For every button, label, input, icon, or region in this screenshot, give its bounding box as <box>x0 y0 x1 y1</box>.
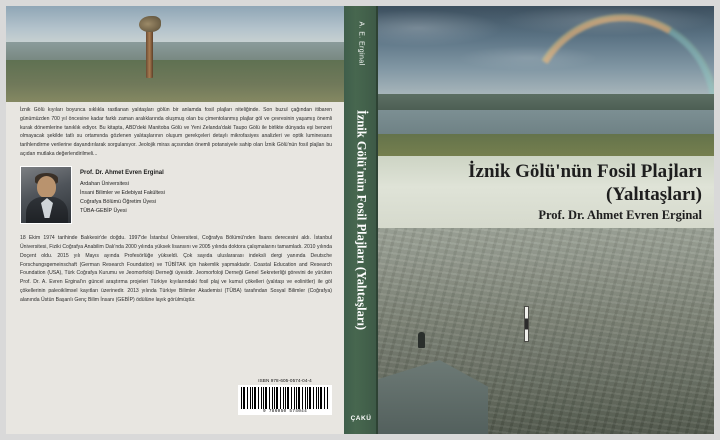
front-cover-title <box>392 160 702 206</box>
back-photo-bird <box>139 16 161 32</box>
author-affiliation-line-4: TÜBA-GEBİP Üyesi <box>80 208 127 215</box>
front-cover-author: Prof. Dr. Ahmet Evren Erginal <box>538 208 702 222</box>
author-biography: 18 Ekim 1974 tarihinde Balıkesir'de doğdu. 1997'de İstanbul Üniversitesi, Coğrafya Bölümü'nden lisans derecesini aldı. İstanbul Üniversitesi, Fiziki Coğrafya Anabilim Dalı'nda 2000 yılında yüksek lisansını ve 2005 yılında doktora çalışmalarını tamamladı. 2010 yılında Doçent oldu. 2015 yılı Mayıs ayında Profesörlüğe yükseldi. Çok sayıda uluslararası indeksli dergi yanında Deutsche Forschungsgemeinschaft (German Research Foundation) ve TÜBİTAK için hakemlik yapmaktadır. Coastal Education and Research Foundation (USA), Türk Coğrafya Kurumu ve Jeomorfoloji Derneği üyesidir. Jeomorfoloji Derneği Genel Sekreterliği görevini de yürüten Prof. Dr. A. Evren Erginal'ın güncel araştırma projeleri Türkiye kıyılarındaki fosil plaj ve kumul çökelleri (yalıtaşı ve eolinitler) ile göl çökellerinin paleoiklimsel kayıtları üzerinedir. 2013 yılında Türkiye Bilimler Akademisi (TÜBA) tarafından Sosyal Bilimler (Coğrafya) alanında Üstün Başarılı Genç Bilim İnsanı (GEBİP) ödülüne layık görülmüştür. <box>20 235 332 304</box>
author-card <box>20 166 332 226</box>
spine-title: İznik Gölü'nün Fosil Plajları (Yalıtaşları) <box>354 109 369 331</box>
back-photo-wooden-post <box>146 24 153 78</box>
author-affiliation-line-2: İnsani Bilimler ve Edebiyat Fakültesi <box>80 189 165 196</box>
author-affiliation-line-1: Ardahan Üniversitesi <box>80 180 129 187</box>
barcode <box>238 385 332 415</box>
book-spine <box>344 6 378 434</box>
isbn-block <box>238 378 332 415</box>
spine-author: A. E. Erginal <box>357 21 365 66</box>
back-cover-panel <box>6 6 344 434</box>
front-photo-person <box>418 332 425 348</box>
back-cover-blurb: İznik Gölü kıyıları boyunca sıklıkla rastlanan yalıtaşları gölün bir anlamda fosil plajları niteliğinde. Son buzul çağından itibaren günümüzden 700 yıl öncesine kadar farklı zaman aralıklarında oluşmuş olan bu çimentolanmış plajlar göl ve çevresinin yaşamış önemli kurak dönemlerine tanıklık ediyor. Bu kitapta, ABD'deki Manitoba Gölü ve Yeni Zelanda'daki Taupo Gölü ile birlikte dünyada eşi benzeri olmayacak şekilde tatlı su ortamında gözlenen yalıtaşlarının oluşum gerekçeleri detaylı mikrofasiyes analizleri ve optik luminesans tarihlendirme verilerine dayandırılarak sorgulanıyor. Jeolojik miras açısından önemli potansiyele sahip olan İznik Gölü'nün fosil plajları bu açıdan mutlaka değerlendirilmeli... <box>20 107 332 157</box>
spine-publisher-mark: ÇAKÜ <box>350 415 372 422</box>
scale-bar <box>524 306 529 342</box>
portrait-head <box>37 176 56 198</box>
author-details <box>80 168 330 217</box>
front-cover-title-line-1: İznik Gölü'nün Fosil Plajları <box>468 161 702 182</box>
author-name: Prof. Dr. Ahmet Evren Erginal <box>80 170 164 176</box>
barcode-bars <box>241 387 329 409</box>
spine-inner <box>344 6 378 434</box>
front-cover-title-line-2: (Yalıtaşları) <box>605 184 702 206</box>
back-photo-sky <box>6 6 344 44</box>
author-portrait <box>20 166 72 224</box>
author-affiliation-line-3: Coğrafya Bölümü Öğretim Üyesi <box>80 199 156 206</box>
barcode-number: 9 786050 574044 <box>262 409 308 414</box>
back-photo-shore <box>6 60 344 102</box>
back-cover-photo <box>6 6 344 102</box>
isbn-text: ISBN 978-605-0574-04-4 <box>258 378 312 383</box>
front-cover-panel <box>378 6 714 434</box>
back-photo-lake <box>6 42 344 62</box>
